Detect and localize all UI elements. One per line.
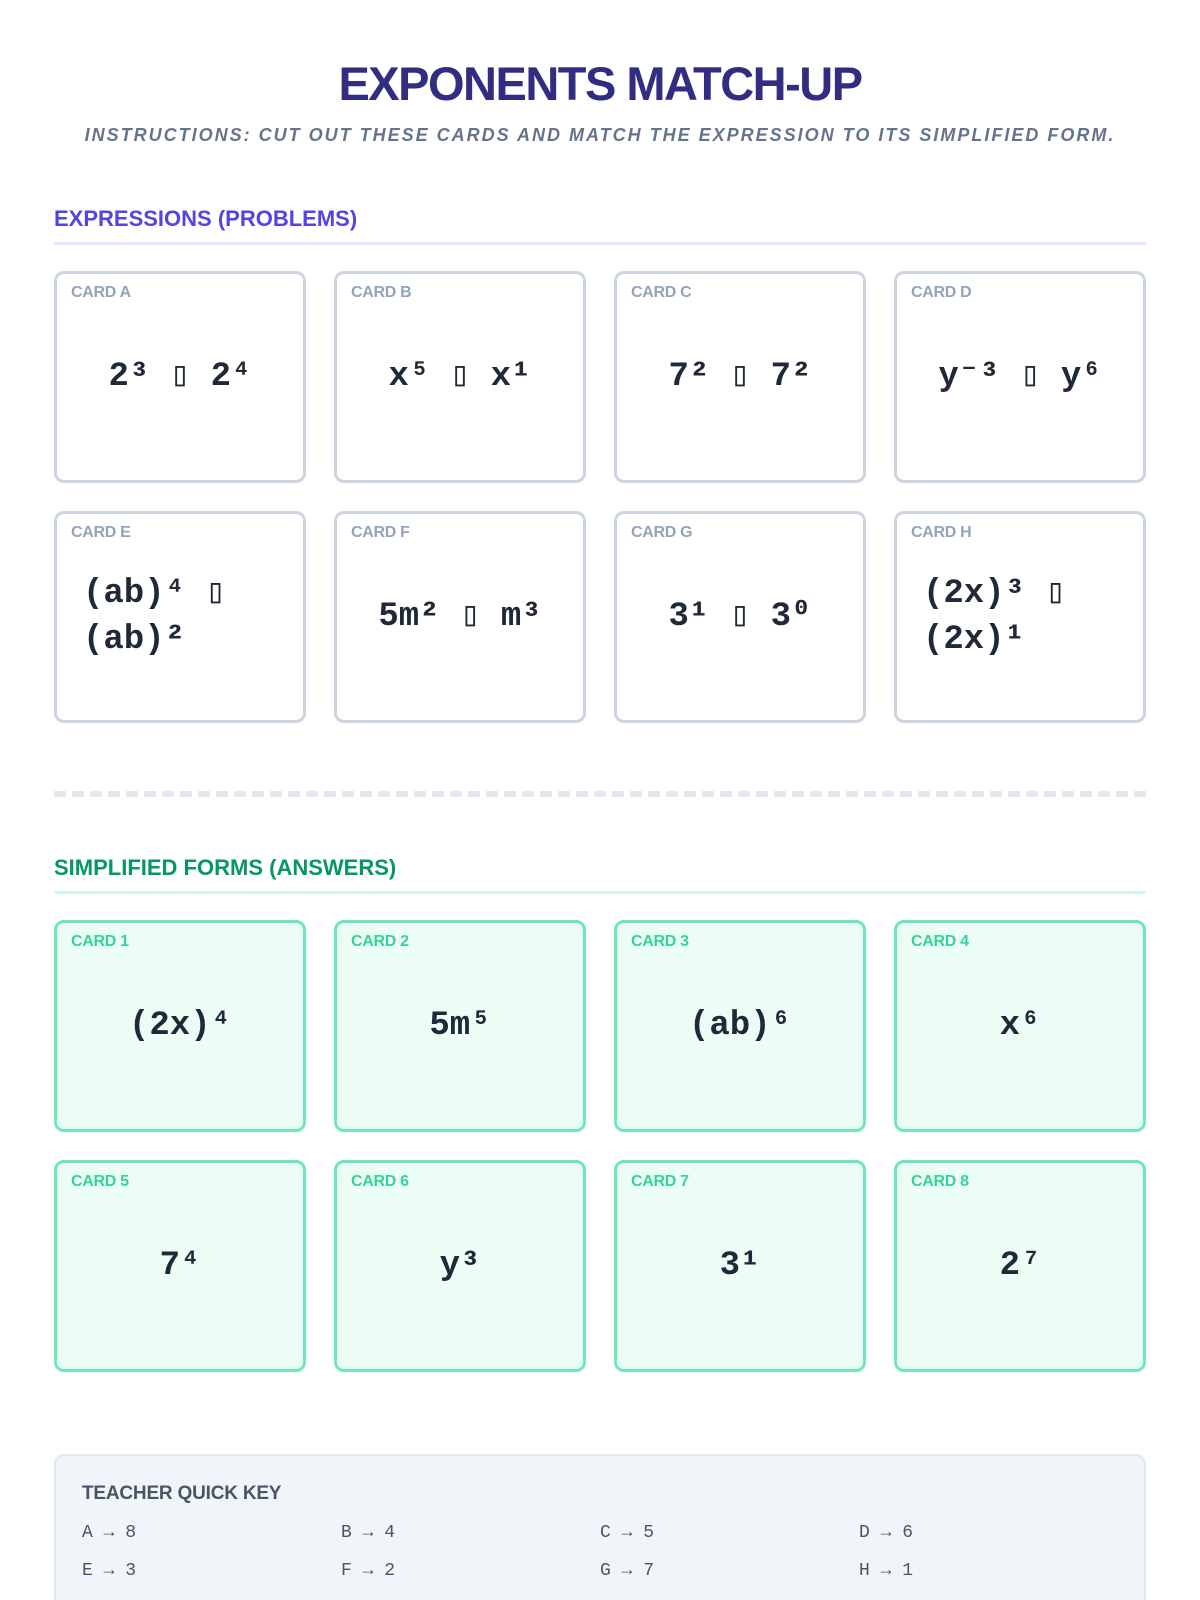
- answer-card-1: [54, 920, 306, 1132]
- problems-heading: EXPRESSIONS (PROBLEMS): [54, 206, 1146, 245]
- answer-card-7: [614, 1160, 866, 1372]
- answer-card-8: [894, 1160, 1146, 1372]
- answers-heading: SIMPLIFIED FORMS (ANSWERS): [54, 855, 1146, 894]
- card-expression: 2³ ▯ 2⁴: [108, 358, 252, 396]
- key-item: B → 4: [341, 1523, 396, 1543]
- key-item: G → 7: [600, 1561, 655, 1581]
- card-expression: (2x)³ ▯ (2x)¹: [923, 575, 1066, 659]
- card-label: CARD D: [911, 284, 972, 301]
- page-title: EXPONENTS MATCH-UP: [338, 57, 862, 110]
- problem-card-c: [614, 271, 866, 483]
- card-label: CARD F: [351, 524, 410, 541]
- teacher-key-grid: [82, 1522, 1118, 1582]
- card-label: CARD 2: [351, 933, 409, 950]
- card-label: CARD 5: [71, 1173, 129, 1190]
- card-label: CARD H: [911, 524, 972, 541]
- problem-card-d: [894, 271, 1146, 483]
- answer-card-3: [614, 920, 866, 1132]
- answer-card-6: [334, 1160, 586, 1372]
- card-label: CARD B: [351, 284, 412, 301]
- problem-card-f: [334, 511, 586, 723]
- card-label: CARD 3: [631, 933, 689, 950]
- answer-card-4: [894, 920, 1146, 1132]
- cut-line-divider: [54, 791, 1146, 797]
- key-item: F → 2: [341, 1561, 396, 1581]
- card-expression: (ab)⁶: [688, 1007, 792, 1045]
- teacher-key-panel: [54, 1454, 1146, 1600]
- instructions-text: INSTRUCTIONS: CUT OUT THESE CARDS AND MATCH THE EXPRESSION TO ITS SIMPLIFIED FORM.: [84, 125, 1116, 145]
- card-expression: y⁻³ ▯ y⁶: [938, 358, 1102, 396]
- card-expression: 2⁷: [999, 1247, 1041, 1285]
- card-label: CARD 8: [911, 1173, 969, 1190]
- key-item: E → 3: [82, 1561, 137, 1581]
- card-expression: 7² ▯ 7²: [668, 358, 812, 396]
- card-expression: 3¹: [719, 1247, 761, 1285]
- card-expression: 3¹ ▯ 3⁰: [668, 598, 812, 636]
- answers-grid: [54, 920, 1146, 1372]
- card-label: CARD C: [631, 284, 692, 301]
- card-label: CARD 7: [631, 1173, 689, 1190]
- card-expression: 5m² ▯ m³: [378, 598, 542, 636]
- card-label: CARD G: [631, 524, 693, 541]
- problem-card-a: [54, 271, 306, 483]
- card-label: CARD 4: [911, 933, 969, 950]
- problem-card-h: [894, 511, 1146, 723]
- problem-card-b: [334, 271, 586, 483]
- problem-card-g: [614, 511, 866, 723]
- card-label: CARD 6: [351, 1173, 409, 1190]
- answer-card-2: [334, 920, 586, 1132]
- card-expression: 7⁴: [159, 1247, 201, 1285]
- card-label: CARD 1: [71, 933, 129, 950]
- card-label: CARD E: [71, 524, 131, 541]
- card-expression: x⁵ ▯ x¹: [388, 358, 532, 396]
- problems-grid: [54, 271, 1146, 723]
- answer-card-5: [54, 1160, 306, 1372]
- problem-card-e: [54, 511, 306, 723]
- key-item: C → 5: [600, 1523, 655, 1543]
- key-item: A → 8: [82, 1523, 137, 1543]
- card-label: CARD A: [71, 284, 131, 301]
- card-expression: (2x)⁴: [128, 1007, 232, 1045]
- card-expression: (ab)⁴ ▯ (ab)²: [83, 575, 226, 659]
- card-expression: 5m⁵: [429, 1007, 491, 1045]
- key-item: D → 6: [859, 1523, 914, 1543]
- card-expression: x⁶: [999, 1007, 1041, 1045]
- key-item: H → 1: [859, 1561, 914, 1581]
- teacher-key-title: TEACHER QUICK KEY: [82, 1483, 282, 1504]
- card-expression: y³: [439, 1247, 481, 1285]
